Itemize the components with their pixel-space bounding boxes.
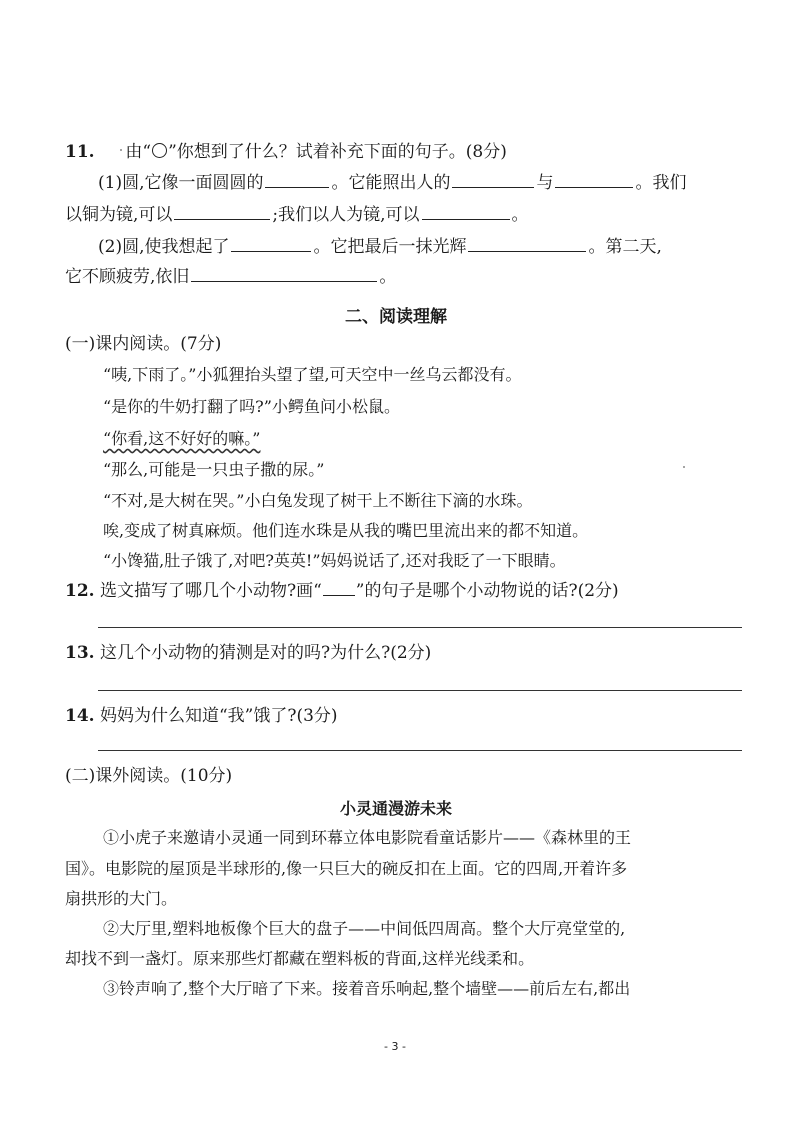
passage-2-title: 小灵通漫游未来 <box>340 799 453 818</box>
q11-l2-text-c: 。 <box>511 205 529 225</box>
question-14-number: 14. <box>65 706 95 726</box>
passage-1-line-2: “是你的牛奶打翻了吗?”小鳄鱼问小松鼠。 <box>103 397 400 416</box>
question-13 <box>65 642 431 664</box>
passage-1-line-4: “那么,可能是一只虫子撒的尿。” <box>103 460 325 479</box>
question-11-prompt-start: 由“ <box>125 142 152 162</box>
scan-speck <box>683 466 685 468</box>
question-12-text-a: 选文描写了哪几个小动物?画“ <box>99 581 322 601</box>
underline-sample <box>323 581 355 596</box>
passage-2-line-1: ①小虎子来邀请小灵通一同到环幕立体电影院看童话影片——《森林里的王 <box>103 828 632 847</box>
q11-l3-text-c: 。第二天, <box>588 237 662 257</box>
q11-l1-text-c: 与 <box>536 173 554 193</box>
passage-2-line-5: 却找不到一盏灯。原来那些灯都藏在塑料板的背面,这样光线柔和。 <box>65 949 535 968</box>
passage-1-line-5: “不对,是大树在哭。”小白兔发现了树干上不断往下滴的水珠。 <box>103 491 533 510</box>
passage-1-line-3-underlined: “你看,这不好好的嘛。” <box>103 429 261 448</box>
passage-1-line-1: “咦,下雨了。”小狐狸抬头望了望,可天空中一丝乌云都没有。 <box>103 365 522 384</box>
passage-2-line-2: 国》。电影院的屋顶是半球形的,像一只巨大的碗反扣在上面。它的四周,开着许多 <box>65 859 628 878</box>
question-13-number: 13. <box>65 643 95 663</box>
q11-l4-text-b: 。 <box>379 267 397 287</box>
passage-2-line-6: ③铃声响了,整个大厅暗了下来。接着音乐响起,整个墙壁——前后左右,都出 <box>103 979 631 998</box>
q11-blank-6[interactable] <box>231 236 311 252</box>
q11-blank-1[interactable] <box>265 172 329 188</box>
q11-line-2 <box>65 204 529 226</box>
answer-line-14[interactable] <box>98 750 742 751</box>
question-11 <box>65 141 507 163</box>
q11-l3-text-b: 。它把最后一抹光辉 <box>313 237 467 257</box>
q11-blank-2[interactable] <box>452 172 534 188</box>
question-11-prompt-end: ”你想到了什么？试着补充下面的句子。(8分) <box>168 142 507 162</box>
question-12-text-b: ”的句子是哪个小动物说的话?(2分) <box>355 581 619 601</box>
q11-l4-text-a: 它不顾疲劳,依旧 <box>65 267 190 287</box>
q11-blank-8[interactable] <box>191 266 377 282</box>
q11-l2-text-b: ;我们以人为镜,可以 <box>272 205 420 225</box>
part-1-label: (一)课内阅读。(7分) <box>65 334 222 354</box>
q11-l2-text-a: 以铜为镜,可以 <box>65 205 173 225</box>
page-number: - 3 - <box>384 1040 406 1053</box>
answer-line-13[interactable] <box>98 690 742 691</box>
passage-2-line-3: 扇拱形的大门。 <box>65 889 178 908</box>
passage-1-line-7: “小馋猫,肚子饿了,对吧?英英!”妈妈说话了,还对我眨了一下眼睛。 <box>103 551 566 570</box>
section-2-title: 二、阅读理解 <box>345 307 447 327</box>
q11-blank-4[interactable] <box>174 204 270 220</box>
question-12 <box>65 580 619 602</box>
q11-line-3 <box>98 236 662 258</box>
question-12-number: 12. <box>65 581 95 601</box>
question-14-text: 妈妈为什么知道“我”饿了?(3分) <box>99 706 338 726</box>
circle-symbol-icon <box>152 143 167 158</box>
question-14 <box>65 705 338 727</box>
q11-l3-text-a: (2)圆,使我想起了 <box>98 237 230 257</box>
scan-speck <box>120 149 122 151</box>
q11-l1-text-b: 。它能照出人的 <box>331 173 451 193</box>
passage-1-line-6: 唉,变成了树真麻烦。他们连水珠是从我的嘴巴里流出来的都不知道。 <box>103 521 589 540</box>
q11-blank-7[interactable] <box>468 236 586 252</box>
part-2-label: (二)课外阅读。(10分) <box>65 766 233 786</box>
q11-blank-5[interactable] <box>422 204 510 220</box>
q11-l1-text-d: 。我们 <box>635 173 687 193</box>
passage-2-line-4: ②大厅里,塑料地板像个巨大的盘子——中间低四周高。整个大厅亮堂堂的, <box>103 919 626 938</box>
q11-line-4 <box>65 266 396 288</box>
answer-line-12[interactable] <box>98 627 742 628</box>
question-11-number: 11. <box>65 142 95 162</box>
question-13-text: 这几个小动物的猜测是对的吗?为什么?(2分) <box>99 643 432 663</box>
q11-l1-text-a: (1)圆,它像一面圆圆的 <box>98 173 264 193</box>
q11-line-1 <box>98 172 686 194</box>
q11-blank-3[interactable] <box>555 172 633 188</box>
